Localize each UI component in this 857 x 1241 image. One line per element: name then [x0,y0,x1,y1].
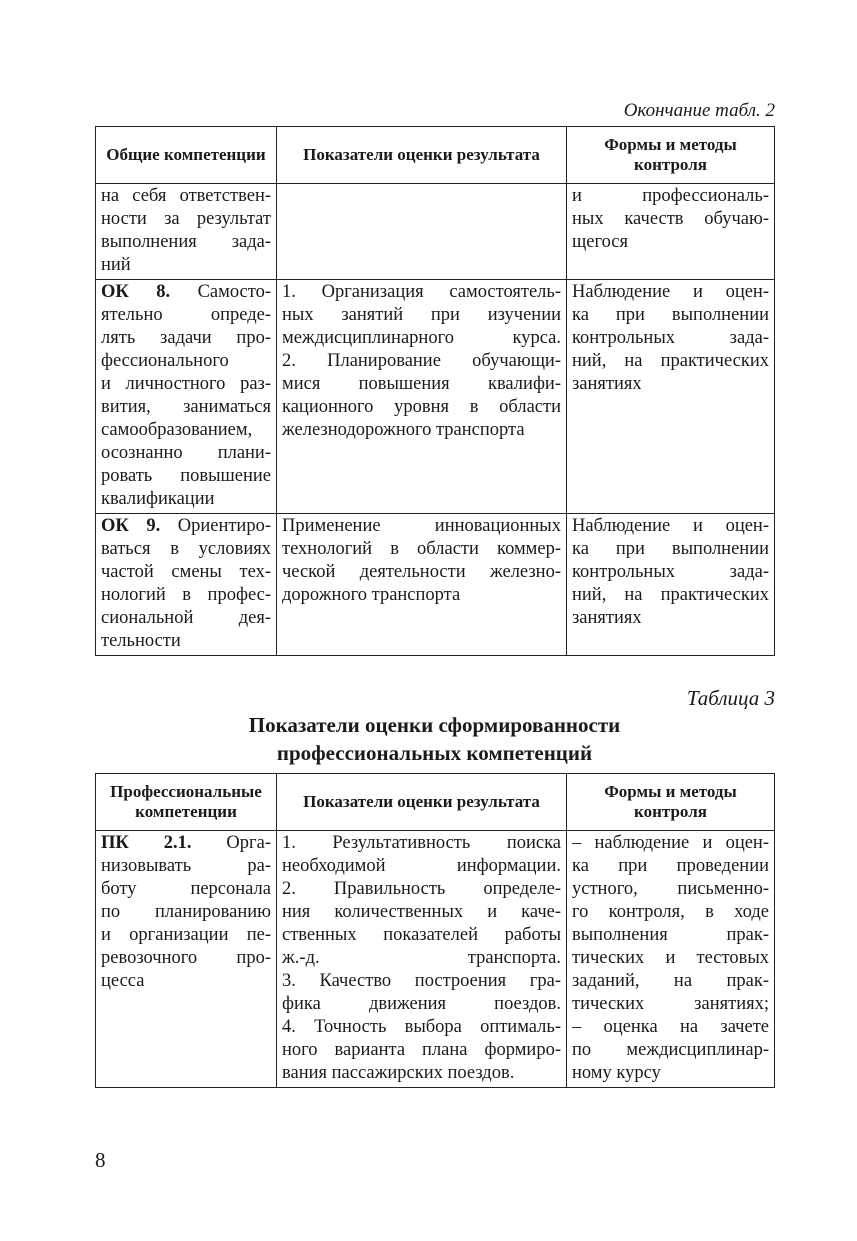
cell-text-line: и профессиональ- [572,186,769,206]
table3-caption: Таблица 3 [686,686,775,710]
cell-text-line: квалификации [101,489,215,509]
indicator-cell [277,831,567,1088]
cell-text-line: сиональной дея- [101,608,271,628]
cell-text-line: необходимой информации. [282,856,561,876]
indicator-cell [277,280,567,514]
competency-cell [96,514,277,656]
cell-text-line: ПК 2.1. Орга- [101,833,271,853]
cell-text-line: ка при проведении [572,856,769,876]
cell-text-line: фика движения поездов. [282,994,561,1014]
table-row [96,184,775,280]
cell-text-line: вития, заниматься [101,397,271,417]
cell-text-line: щегося [572,232,629,252]
cell-text-line: 4. Точность выбора оптималь- [282,1017,561,1037]
cell-text-line: по планированию [101,902,271,922]
cell-text-line: тических занятиях; [572,994,769,1014]
competency-code: ОК 8. [101,282,171,302]
cell-text-line: ваться в условиях [101,539,271,559]
cell-text-line: дорожного транспорта [282,585,461,605]
cell-text-line: ний, на практических [572,351,769,371]
header-general-competencies: Общие компетенции [96,127,277,184]
cell-text-line: тельности [101,631,181,651]
cell-text-line: ных качеств обучаю- [572,209,769,229]
cell-text-line: 1. Результативность поиска [282,833,561,853]
competency-code: ПК 2.1. [101,833,192,853]
competencies-table-2 [95,126,775,656]
header-professional-competencies: Профессиональные компетенции [96,774,277,831]
table-header-row [96,127,775,184]
cell-text-line: 2. Планирование обучающи- [282,351,561,371]
table-header-row [96,774,775,831]
professional-competencies-table-3 [95,773,775,1088]
header-result-indicators: Показатели оценки результата [277,774,567,831]
cell-text-line: контрольных зада- [572,328,769,348]
cell-text-line: ятельно опреде- [101,305,271,325]
competency-code: ОК 9. [101,516,161,536]
cell-text-line: вания пассажирских поездов. [282,1063,515,1083]
cell-text-line: цесса [101,971,145,991]
indicator-cell [277,184,567,280]
cell-text-line: ных занятий при изучении [282,305,561,325]
page-number: 8 [95,1148,106,1172]
cell-text-line: технологий в области коммер- [282,539,561,559]
cell-text-line: устного, письменно- [572,879,769,899]
cell-text-line: – наблюдение и оцен- [572,833,769,853]
cell-text-line: выполнения зада- [101,232,271,252]
control-method-cell [567,280,775,514]
cell-text-line: низовывать ра- [101,856,271,876]
header-control-methods: Формы и методы контроля [567,774,775,831]
cell-text-line: выполнения прак- [572,925,769,945]
cell-text-line: кационного уровня в области [282,397,561,417]
cell-text-line: фессионального [101,351,229,371]
cell-text-line: – оценка на зачете [572,1017,769,1037]
cell-text-line: занятиях [572,608,642,628]
cell-text-line: ка при выполнении [572,305,769,325]
competency-cell [96,184,277,280]
cell-text-line: осознанно плани- [101,443,271,463]
cell-text-line: заданий, на прак- [572,971,769,991]
cell-text-line: лять задачи про- [101,328,271,348]
cell-text-line: нологий в профес- [101,585,271,605]
cell-text-line: Применение инновационных [282,516,561,536]
table2-continuation-caption: Окончание табл. 2 [623,100,775,121]
cell-text-line: ровать повышение [101,466,271,486]
header-control-methods: Формы и методы контроля [567,127,775,184]
cell-text-line: 3. Качество построения гра- [282,971,561,991]
table-row [96,831,775,1088]
indicator-cell [277,514,567,656]
control-method-cell [567,184,775,280]
cell-text-line: на себя ответствен- [101,186,271,206]
cell-text-line: частой смены тех- [101,562,271,582]
cell-text-line: железнодорожного транспорта [282,420,525,440]
cell-text-line: ний [101,255,131,275]
cell-text-line: по междисциплинар- [572,1040,769,1060]
cell-text-line: боту персонала [101,879,271,899]
cell-text-line: ка при выполнении [572,539,769,559]
cell-text-line: ному курсу [572,1063,661,1083]
cell-text-line: междисциплинарного курса. [282,328,561,348]
cell-text-line: ности за результат [101,209,271,229]
cell-text-line: ревозочного про- [101,948,271,968]
cell-text-line: ного варианта плана формиро- [282,1040,561,1060]
table3-title [95,711,774,767]
cell-text-line: ческой деятельности железно- [282,562,561,582]
table3-title-line1: Показатели оценки сформированности [248,713,621,737]
cell-text-line: Наблюдение и оцен- [572,516,769,536]
competency-cell [96,831,277,1088]
cell-text-line: занятиях [572,374,642,394]
cell-text-line: ственных показателей работы [282,925,561,945]
cell-text-line: самообразованием, [101,420,253,440]
cell-text-line: 2. Правильность определе- [282,879,561,899]
cell-text-line: и личностного раз- [101,374,271,394]
cell-text-line: ОК 8. Самосто- [101,282,271,302]
competency-cell [96,280,277,514]
cell-text-line: мися повышения квалифи- [282,374,561,394]
cell-text-line: ния количественных и каче- [282,902,561,922]
cell-text-line: и организации пе- [101,925,271,945]
table3-title-line2: профессиональных компетенций [276,741,593,765]
table-row [96,280,775,514]
cell-text-line: 1. Организация самостоятель- [282,282,561,302]
cell-text-line: ний, на практических [572,585,769,605]
cell-text-line: ж.-д. транспорта. [282,948,561,968]
cell-text-line: го контроля, в ходе [572,902,769,922]
header-result-indicators: Показатели оценки результата [277,127,567,184]
cell-text-line: тических и тестовых [572,948,769,968]
cell-text-line: Наблюдение и оцен- [572,282,769,302]
control-method-cell [567,514,775,656]
table-row [96,514,775,656]
cell-text-line: контрольных зада- [572,562,769,582]
control-method-cell [567,831,775,1088]
cell-text-line: ОК 9. Ориентиро- [101,516,271,536]
